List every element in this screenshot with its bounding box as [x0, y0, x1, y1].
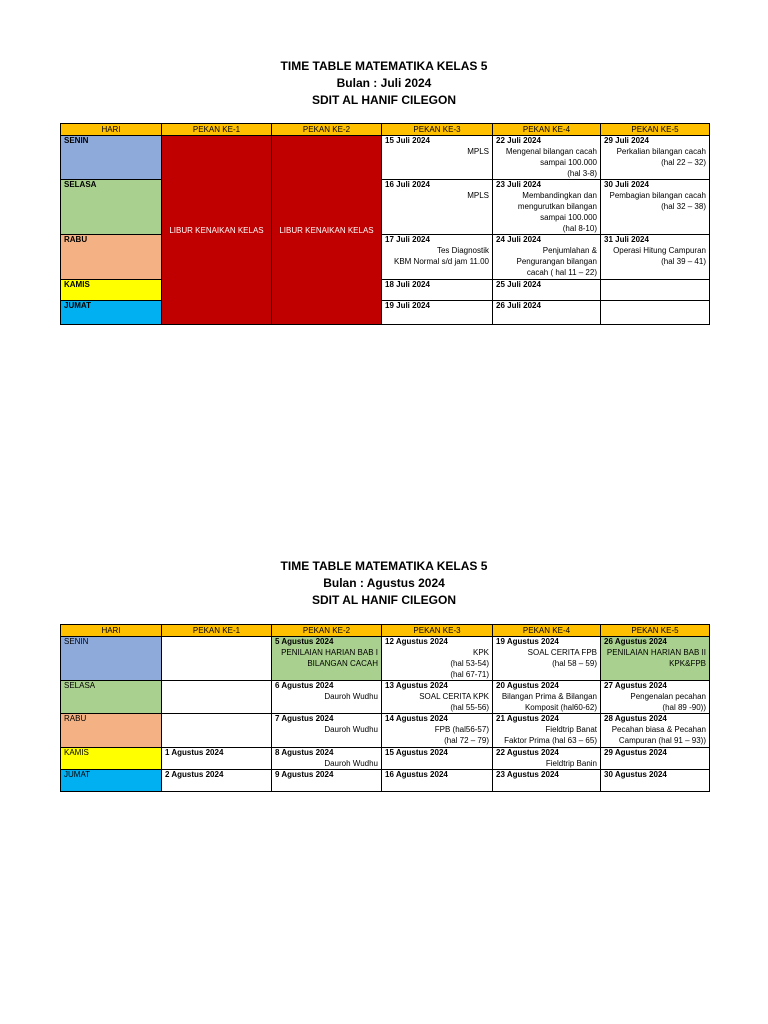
july-title-block: [0, 58, 768, 109]
header-pekan-2: PEKAN KE-2: [272, 625, 382, 637]
august-title-line2: Bulan : Agustus 2024: [323, 576, 445, 590]
schedule-cell: [601, 301, 710, 325]
august-header-row: [61, 625, 710, 637]
cell-note: PENILAIAN HARIAN BAB I BILANGAN CACAH: [281, 648, 378, 668]
cell-date: 24 Juli 2024: [496, 235, 541, 244]
schedule-cell: [601, 637, 710, 681]
cell-date: 29 Juli 2024: [604, 136, 649, 145]
cell-note: Pengenalan pecahan (hal 89 -90)): [630, 692, 706, 712]
schedule-cell: [493, 235, 601, 280]
cell-date: 26 Agustus 2024: [604, 637, 667, 646]
cell-note: Mengenal bilangan cacah sampai 100.000 (hal 3-8): [505, 147, 597, 178]
july-title-line1: TIME TABLE MATEMATIKA KELAS 5: [280, 59, 488, 73]
cell-date: 7 Agustus 2024: [275, 714, 334, 723]
schedule-cell: [601, 280, 710, 301]
cell-note: SOAL CERITA KPK (hal 55-56): [419, 692, 489, 712]
schedule-cell: [382, 180, 493, 235]
schedule-cell: [493, 770, 601, 792]
august-timetable: [60, 624, 710, 792]
cell-date: 27 Agustus 2024: [604, 681, 667, 690]
schedule-cell: [162, 770, 272, 792]
cell-date: 23 Agustus 2024: [496, 770, 559, 779]
schedule-cell: [493, 301, 601, 325]
schedule-cell: [272, 637, 382, 681]
cell-note: Dauroh Wudhu: [324, 759, 378, 768]
schedule-cell: [493, 637, 601, 681]
schedule-cell: [493, 714, 601, 748]
table-row: [61, 136, 710, 180]
cell-date: 30 Juli 2024: [604, 180, 649, 189]
header-hari: HARI: [61, 625, 162, 637]
table-row: [61, 235, 710, 280]
cell-note: Fieldtrip Banin: [545, 759, 597, 768]
table-row: [61, 681, 710, 714]
schedule-cell: [382, 637, 493, 681]
schedule-cell: [601, 235, 710, 280]
day-senin: SENIN: [61, 637, 162, 681]
cell-date: 15 Agustus 2024: [385, 748, 448, 757]
header-pekan-3: PEKAN KE-3: [382, 625, 493, 637]
cell-date: 20 Agustus 2024: [496, 681, 559, 690]
schedule-cell: [272, 714, 382, 748]
header-hari: HARI: [61, 124, 162, 136]
july-timetable: [60, 123, 710, 325]
cell-date: 19 Juli 2024: [385, 301, 430, 310]
cell-date: 23 Juli 2024: [496, 180, 541, 189]
schedule-cell: [382, 136, 493, 180]
schedule-cell: [601, 180, 710, 235]
cell-note: Pecahan biasa & Pecahan Campuran (hal 91 – 93)): [611, 725, 706, 745]
header-pekan-4: PEKAN KE-4: [493, 124, 601, 136]
august-title-block: [0, 558, 768, 609]
day-selasa: SELASA: [61, 681, 162, 714]
schedule-cell: [382, 301, 493, 325]
schedule-cell: [493, 681, 601, 714]
cell-date: 29 Agustus 2024: [604, 748, 667, 757]
july-title-line2: Bulan : Juli 2024: [336, 76, 432, 90]
july-header-row: [61, 124, 710, 136]
table-row: [61, 301, 710, 325]
cell-date: 15 Juli 2024: [385, 136, 430, 145]
cell-date: 6 Agustus 2024: [275, 681, 334, 690]
july-title-line3: SDIT AL HANIF CILEGON: [312, 93, 456, 107]
day-senin: SENIN: [61, 136, 162, 180]
header-pekan-2: PEKAN KE-2: [272, 124, 382, 136]
cell-note: Operasi Hitung Campuran (hal 39 – 41): [613, 246, 706, 266]
cell-note: KPK (hal 53-54) (hal 67-71): [450, 648, 489, 679]
header-pekan-4: PEKAN KE-4: [493, 625, 601, 637]
schedule-cell: [382, 748, 493, 770]
cell-note: Tes Diagnostik KBM Normal s/d jam 11.00: [394, 246, 489, 266]
cell-note: Dauroh Wudhu: [324, 692, 378, 701]
cell-date: 5 Agustus 2024: [275, 637, 334, 646]
day-jumat: JUMAT: [61, 770, 162, 792]
cell-date: 26 Juli 2024: [496, 301, 541, 310]
header-pekan-3: PEKAN KE-3: [382, 124, 493, 136]
cell-note: MPLS: [467, 147, 489, 156]
cell-date: 8 Agustus 2024: [275, 748, 334, 757]
table-row: [61, 637, 710, 681]
cell-date: 16 Agustus 2024: [385, 770, 448, 779]
cell-date: 19 Agustus 2024: [496, 637, 559, 646]
schedule-cell: [493, 136, 601, 180]
schedule-cell: [382, 235, 493, 280]
day-kamis: KAMIS: [61, 280, 162, 301]
cell-date: 13 Agustus 2024: [385, 681, 448, 690]
schedule-cell: [493, 180, 601, 235]
libur-cell-1: LIBUR KENAIKAN KELAS: [162, 136, 272, 325]
day-jumat: JUMAT: [61, 301, 162, 325]
schedule-cell: [162, 637, 272, 681]
cell-date: 16 Juli 2024: [385, 180, 430, 189]
cell-note: Membandingkan dan mengurutkan bilangan sampai 100.000 (hal 8-10): [517, 191, 597, 233]
schedule-cell: [382, 770, 493, 792]
day-selasa: SELASA: [61, 180, 162, 235]
schedule-cell: [382, 681, 493, 714]
cell-date: 22 Juli 2024: [496, 136, 541, 145]
cell-date: 28 Agustus 2024: [604, 714, 667, 723]
day-rabu: RABU: [61, 235, 162, 280]
header-pekan-5: PEKAN KE-5: [601, 625, 710, 637]
schedule-cell: [162, 748, 272, 770]
cell-note: SOAL CERITA FPB (hal 58 – 59): [527, 648, 597, 668]
day-kamis: KAMIS: [61, 748, 162, 770]
table-row: [61, 714, 710, 748]
schedule-cell: [493, 748, 601, 770]
day-rabu: RABU: [61, 714, 162, 748]
cell-note: MPLS: [467, 191, 489, 200]
schedule-cell: [601, 681, 710, 714]
cell-date: 18 Juli 2024: [385, 280, 430, 289]
august-title-line1: TIME TABLE MATEMATIKA KELAS 5: [280, 559, 488, 573]
schedule-cell: [601, 748, 710, 770]
schedule-cell: [272, 770, 382, 792]
table-row: [61, 180, 710, 235]
cell-date: 17 Juli 2024: [385, 235, 430, 244]
cell-note: Fieldtrip Banat Faktor Prima (hal 63 – 65): [504, 725, 597, 745]
cell-date: 2 Agustus 2024: [165, 770, 224, 779]
cell-date: 21 Agustus 2024: [496, 714, 559, 723]
schedule-cell: [162, 714, 272, 748]
cell-date: 25 Juli 2024: [496, 280, 541, 289]
table-row: [61, 748, 710, 770]
schedule-cell: [382, 714, 493, 748]
schedule-cell: [382, 280, 493, 301]
august-title-line3: SDIT AL HANIF CILEGON: [312, 593, 456, 607]
table-row: [61, 280, 710, 301]
schedule-cell: [162, 681, 272, 714]
cell-date: 1 Agustus 2024: [165, 748, 224, 757]
cell-note: Perkalian bilangan cacah (hal 22 – 32): [616, 147, 706, 167]
cell-note: PENILAIAN HARIAN BAB II KPK&FPB: [606, 648, 706, 668]
table-row: [61, 770, 710, 792]
cell-date: 12 Agustus 2024: [385, 637, 448, 646]
schedule-cell: [601, 770, 710, 792]
cell-date: 22 Agustus 2024: [496, 748, 559, 757]
schedule-cell: [272, 748, 382, 770]
cell-date: 30 Agustus 2024: [604, 770, 667, 779]
cell-date: 31 Juli 2024: [604, 235, 649, 244]
cell-note: Dauroh Wudhu: [324, 725, 378, 734]
schedule-cell: [493, 280, 601, 301]
cell-note: Pembagian bilangan cacah (hal 32 – 38): [609, 191, 706, 211]
schedule-cell: [601, 714, 710, 748]
header-pekan-1: PEKAN KE-1: [162, 625, 272, 637]
schedule-cell: [272, 681, 382, 714]
cell-note: FPB (hal56-57) (hal 72 – 79): [434, 725, 489, 745]
cell-note: Penjumlahan & Pengurangan bilangan cacah ( hal 11 – 22): [516, 246, 597, 277]
cell-date: 9 Agustus 2024: [275, 770, 334, 779]
schedule-cell: [601, 136, 710, 180]
cell-note: Bilangan Prima & Bilangan Komposit (hal60-62): [501, 692, 597, 712]
cell-date: 14 Agustus 2024: [385, 714, 448, 723]
libur-cell-2: LIBUR KENAIKAN KELAS: [272, 136, 382, 325]
header-pekan-5: PEKAN KE-5: [601, 124, 710, 136]
header-pekan-1: PEKAN KE-1: [162, 124, 272, 136]
